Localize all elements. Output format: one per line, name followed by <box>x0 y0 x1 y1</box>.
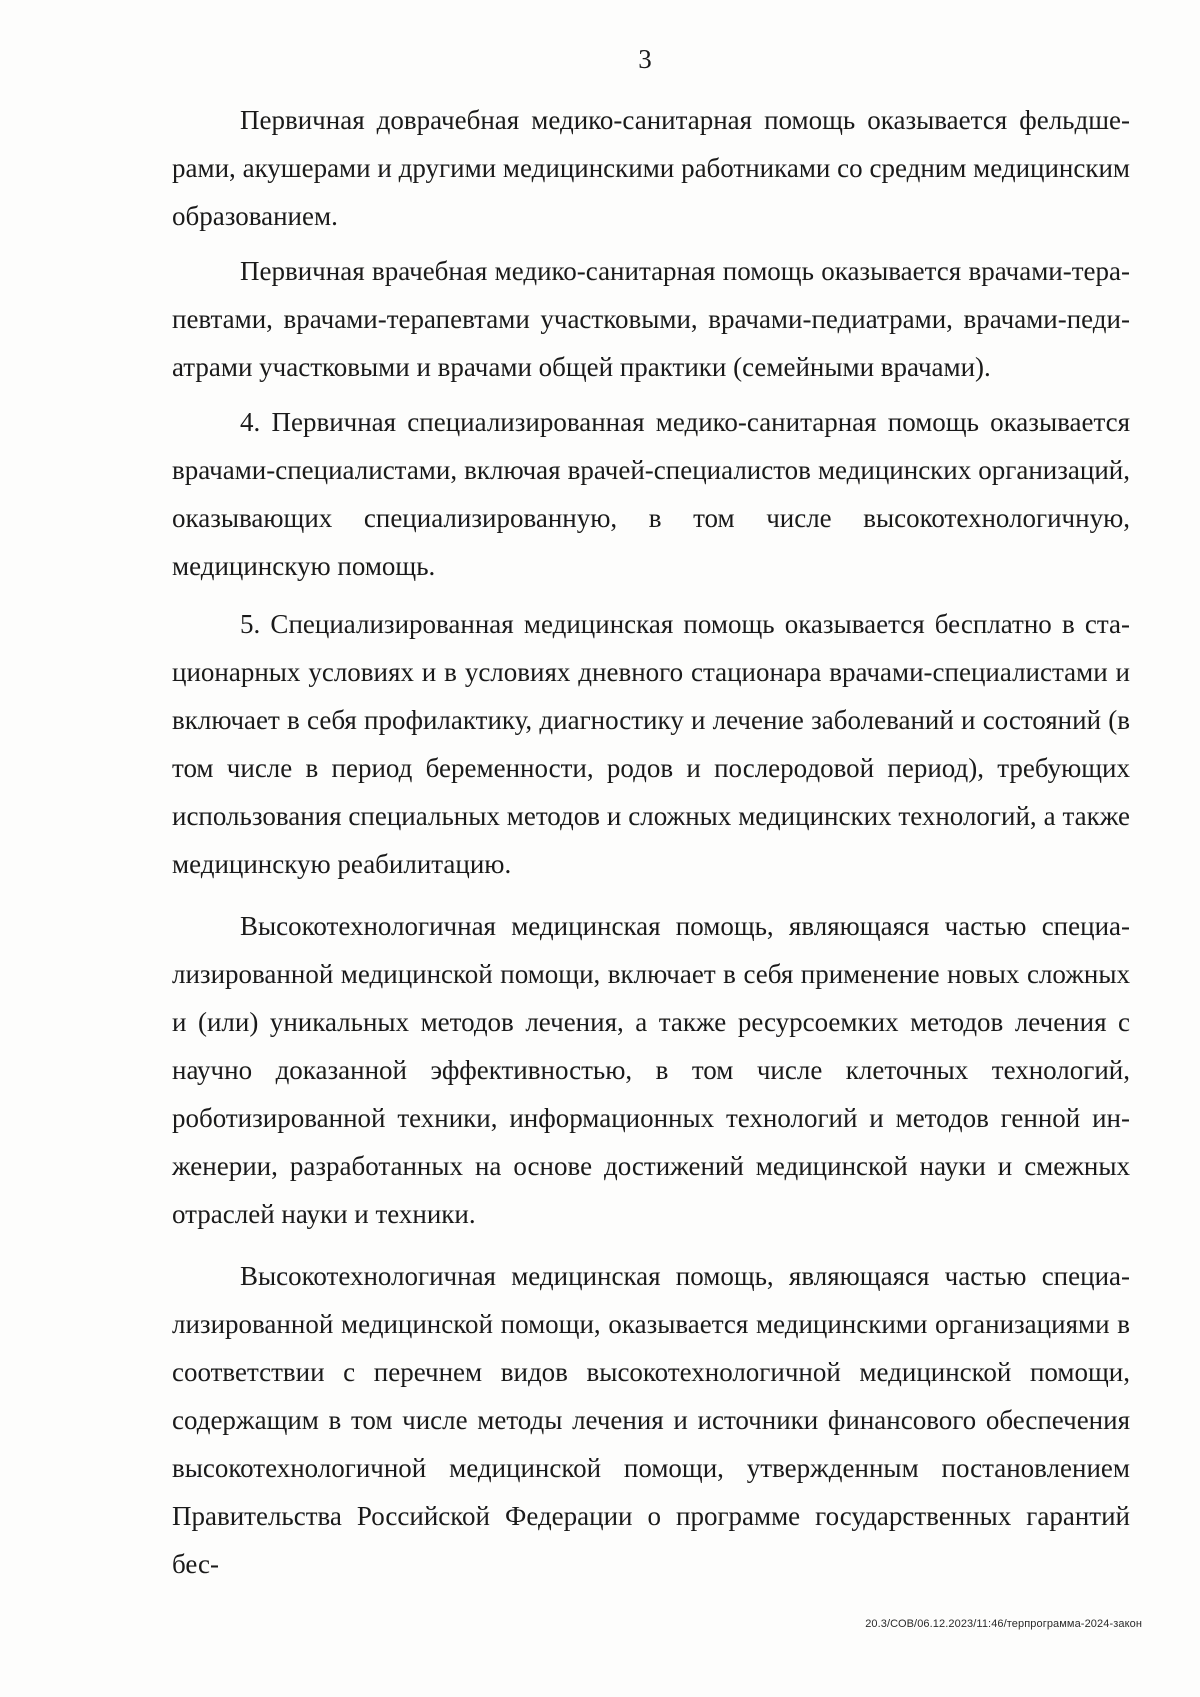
paragraph-primary-prephysician-care: Первичная доврачебная медико-санитарная помощь оказывается фельдшерами, акушерами и другими медицинскими работниками со средним медицинским образованием. <box>172 105 1130 231</box>
paragraph-item-5-specialized-care: 5. Специализированная медицинская помощь оказывается бесплатно в стационарных условиях и в условиях дневного стационара врачами-специалистами и включает в себя профилактику, диагностику и лечение заболеваний и состояний (в том числе в период беременности, родов и послеродовой период), требующих использования специальных методов и сложных медицинских технологий, а также медицинскую реабилитацию. <box>172 609 1130 879</box>
paragraph-high-tech-care-provision: Высокотехнологичная медицинская помощь, являющаяся частью специализированной медицинской помощи, оказывается медицинскими организациями в соответствии с перечнем видов высокотехнологичной медицинской помощи, содержащим в том числе методы лечения и источники финансового обеспечения высокотехнологичной медицинской помощи, утвержденным постановлением Правительства Российской Федерации о программе государственных гарантий бес- <box>172 1261 1130 1579</box>
document-body <box>172 96 1130 1588</box>
paragraph-primary-physician-care: Первичная врачебная медико-санитарная помощь оказывается врачами-терапевтами, врачами-терапевтами участковыми, врачами-педиатрами, врачами-педиатрами участковыми и врачами общей практики (семейными врачами). <box>172 256 1130 382</box>
page-number: 3 <box>638 44 652 74</box>
paragraph-high-tech-care-definition: Высокотехнологичная медицинская помощь, являющаяся частью специализированной медицинской помощи, включает в себя применение новых сложных и (или) уникальных методов лечения, а также ресурсоемких методов лечения с научно доказанной эффективностью, в том числе клеточных технологий, роботизированной техники, информационных технологий и методов генной инженерии, разработанных на основе достижений медицинской науки и смежных отраслей науки и техники. <box>172 911 1130 1229</box>
paragraph-item-4-specialized-primary-care: 4. Первичная специализированная медико-санитарная помощь оказывается врачами-специалистами, включая врачей-специалистов медицинских организаций, оказывающих специализированную, в том числе высокотехнологичную, медицинскую помощь. <box>172 407 1130 581</box>
document-footer-reference: 20.3/СОВ/06.12.2023/11:46/терпрограмма-2024-закон <box>865 1618 1142 1630</box>
